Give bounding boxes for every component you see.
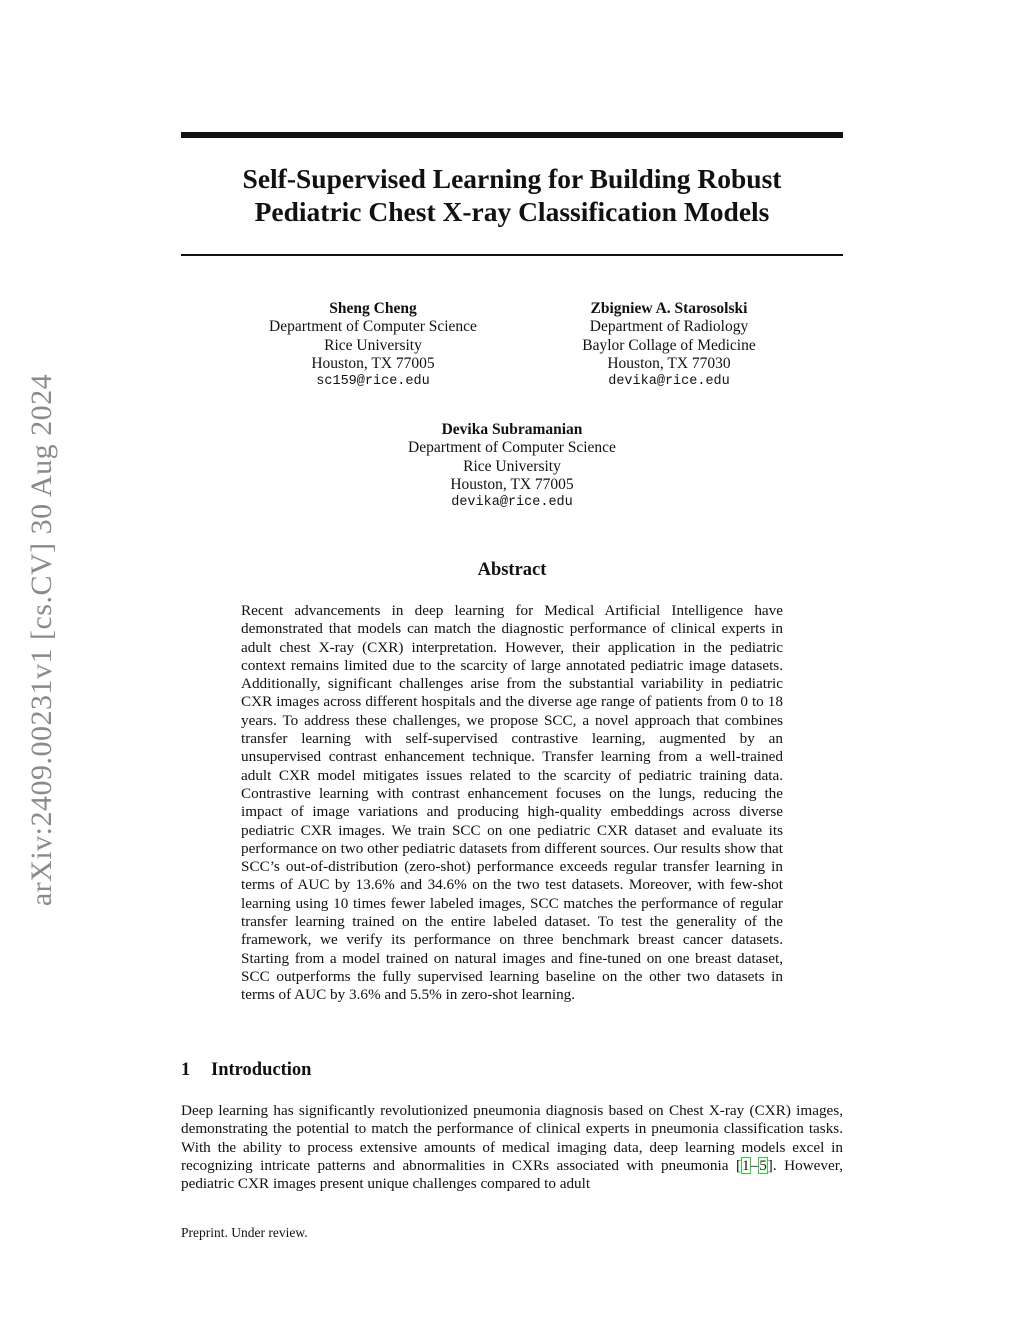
paper-title	[181, 162, 843, 228]
author-address: Houston, TX 77005	[311, 354, 435, 372]
author-email[interactable]: devika@rice.edu	[451, 495, 573, 511]
author-block-zbigniew-starosolski	[539, 300, 799, 391]
author-block-sheng-cheng	[243, 300, 503, 391]
author-block-devika-subramanian	[382, 421, 642, 512]
author-address: Houston, TX 77005	[450, 475, 574, 493]
title-top-rule	[181, 132, 843, 138]
author-institution: Rice University	[324, 336, 422, 354]
arxiv-identifier: arXiv:2409.00231v1 [cs.CV] 30 Aug 2024	[25, 373, 58, 907]
introduction-paragraph	[181, 1102, 843, 1193]
section-heading-introduction	[181, 1060, 311, 1081]
author-address: Houston, TX 77030	[607, 354, 731, 372]
title-line-1: Self-Supervised Learning for Building Robust	[242, 163, 782, 194]
intro-text-after: ]. However, pediatric CXR images present unique challenges compared to adult	[181, 1156, 843, 1193]
title-bottom-rule	[181, 254, 843, 256]
author-name: Devika Subramanian	[441, 421, 583, 438]
author-institution: Rice University	[463, 457, 561, 475]
author-name: Zbigniew A. Starosolski	[590, 300, 748, 317]
title-line-2: Pediatric Chest X-ray Classification Models	[254, 196, 770, 227]
section-number: 1	[181, 1060, 191, 1080]
abstract-heading: Abstract	[477, 560, 547, 580]
citation-range-separator: –	[750, 1156, 759, 1174]
author-name: Sheng Cheng	[329, 300, 417, 317]
author-department: Department of Radiology	[589, 318, 749, 336]
intro-text-before: Deep learning has significantly revolutionized pneumonia diagnosis based on Chest X-ray (CXR) images, demonstrating the potential to match the performance of clinical experts in pneumonia classification tasks. With the ability to process extensive amounts of medical imaging data, deep learning models excel in recognizing intricate patterns and abnormalities in CXRs associated with pneumonia [	[181, 1102, 843, 1174]
author-institution: Baylor Collage of Medicine	[582, 336, 756, 354]
author-department: Department of Computer Science	[408, 439, 616, 457]
citation-link-1[interactable]: 1	[742, 1156, 750, 1174]
author-department: Department of Computer Science	[269, 318, 477, 336]
abstract-text: Recent advancements in deep learning for Medical Artificial Intelligence have demonstrated that models can match the diagnostic performance of clinical experts in adult chest X-ray (CXR) interpretation. However, their application in the pediatric context remains limited due to the scarcity of large annotated pediatric image datasets. Additionally, significant challenges arise from the substantial variability in pediatric CXR images across different hospitals and the diverse age range of patients from 0 to 18 years. To address these challenges, we propose SCC, a novel approach that combines transfer learning with self-supervised contrastive learning, augmented by an unsupervised contrast enhancement technique. Transfer learning from a well-trained adult CXR model mitigates issues related to the scarcity of pediatric training data. Contrastive learning with contrast enhancement focuses on the lungs, reducing the impact of image variations and producing high-quality embeddings across diverse pediatric CXR images. We train SCC on one pediatric CXR dataset and evaluate its performance on two other pediatric datasets from different sources. Our results show that SCC’s out-of-distribution (zero-shot) performance exceeds regular transfer learning in terms of AUC by 13.6% and 34.6% on the two test datasets. Moreover, with few-shot learning using 10 times fewer labeled images, SCC matches the performance of regular transfer learning trained on the entire labeled dataset. To test the generality of the framework, we verify its performance on three benchmark breast cancer datasets. Starting from a model trained on natural images and fine-tuned on one breast dataset, SCC outperforms the fully supervised learning baseline on the other two datasets in terms of AUC by 3.6% and 5.5% in zero-shot learning.	[241, 602, 783, 1004]
section-title: Introduction	[211, 1060, 312, 1080]
author-email[interactable]: devika@rice.edu	[608, 374, 730, 390]
footer-note: Preprint. Under review.	[181, 1225, 308, 1240]
author-email[interactable]: sc159@rice.edu	[316, 374, 430, 390]
citation-link-5[interactable]: 5	[759, 1156, 767, 1174]
